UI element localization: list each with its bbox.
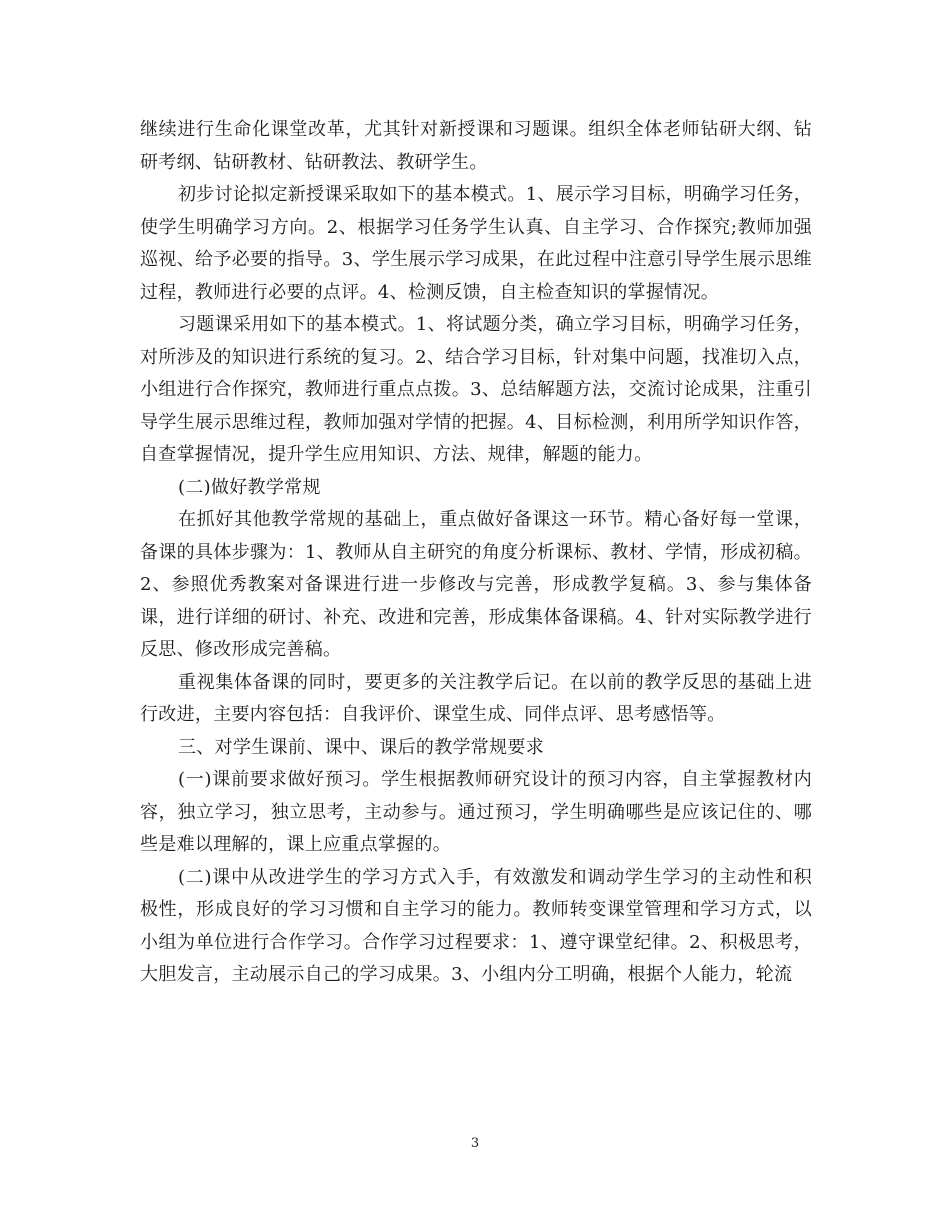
section-heading: 三、对学生课前、课中、课后的教学常规要求 bbox=[178, 736, 544, 758]
paragraph: 继续进行生命化课堂改革，尤其针对新授课和习题课。组织全体老师钻研大纲、钻研考纲、钻研教材、钻研教法、教研学生。 bbox=[140, 119, 812, 173]
paragraph: 初步讨论拟定新授课采取如下的基本模式。1、展示学习目标，明确学习任务，使学生明确学习方向。2、根据学习任务学生认真、自主学习、合作探究;教师加强巡视、给予必要的指导。3、学生展示学习成果，在此过程中注意引导学生展示思维过程，教师进行必要的点评。4、检测反馈，自主检查知识的掌握情况。 bbox=[140, 184, 812, 303]
section-heading: (二)做好教学常规 bbox=[178, 476, 321, 498]
paragraph: (二)课中从改进学生的学习方式入手，有效激发和调动学生学习的主动性和积极性，形成良好的学习习惯和自主学习的能力。教师转变课堂管理和学习方式，以小组为单位进行合作学习。合作学习过程要求：1、遵守课堂纪律。2、积极思考，大胆发言，主动展示自己的学习成果。3、小组内分工明确，根据个人能力，轮流 bbox=[140, 866, 812, 985]
paragraph: 在抓好其他教学常规的基础上，重点做好备课这一环节。精心备好每一堂课，备课的具体步骤为：1、教师从自主研究的角度分析课标、教材、学情，形成初稿。2、参照优秀教案对备课进行进一步修改与完善，形成教学复稿。3、参与集体备课，进行详细的研讨、补充、改进和完善，形成集体备课稿。4、针对实际教学进行反思、修改形成完善稿。 bbox=[140, 509, 812, 660]
paragraph: 习题课采用如下的基本模式。1、将试题分类，确立学习目标，明确学习任务，对所涉及的知识进行系统的复习。2、结合学习目标，针对集中问题，找准切入点，小组进行合作探究，教师进行重点点拨。3、总结解题方法，交流讨论成果，注重引导学生展示思维过程，教师加强对学情的把握。4、目标检测，利用所学知识作答，自查掌握情况，提升学生应用知识、方法、规律，解题的能力。 bbox=[140, 314, 812, 465]
body-text bbox=[140, 114, 812, 992]
paragraph: 重视集体备课的同时，要更多的关注教学后记。在以前的教学反思的基础上进行改进，主要内容包括：自我评价、课堂生成、同伴点评、思考感悟等。 bbox=[140, 671, 812, 725]
page-number: 3 bbox=[470, 1136, 480, 1151]
paragraph: (一)课前要求做好预习。学生根据教师研究设计的预习内容，自主掌握教材内容，独立学习，独立思考，主动参与。通过预习，学生明确哪些是应该记住的、哪些是难以理解的，课上应重点掌握的。 bbox=[140, 769, 812, 855]
